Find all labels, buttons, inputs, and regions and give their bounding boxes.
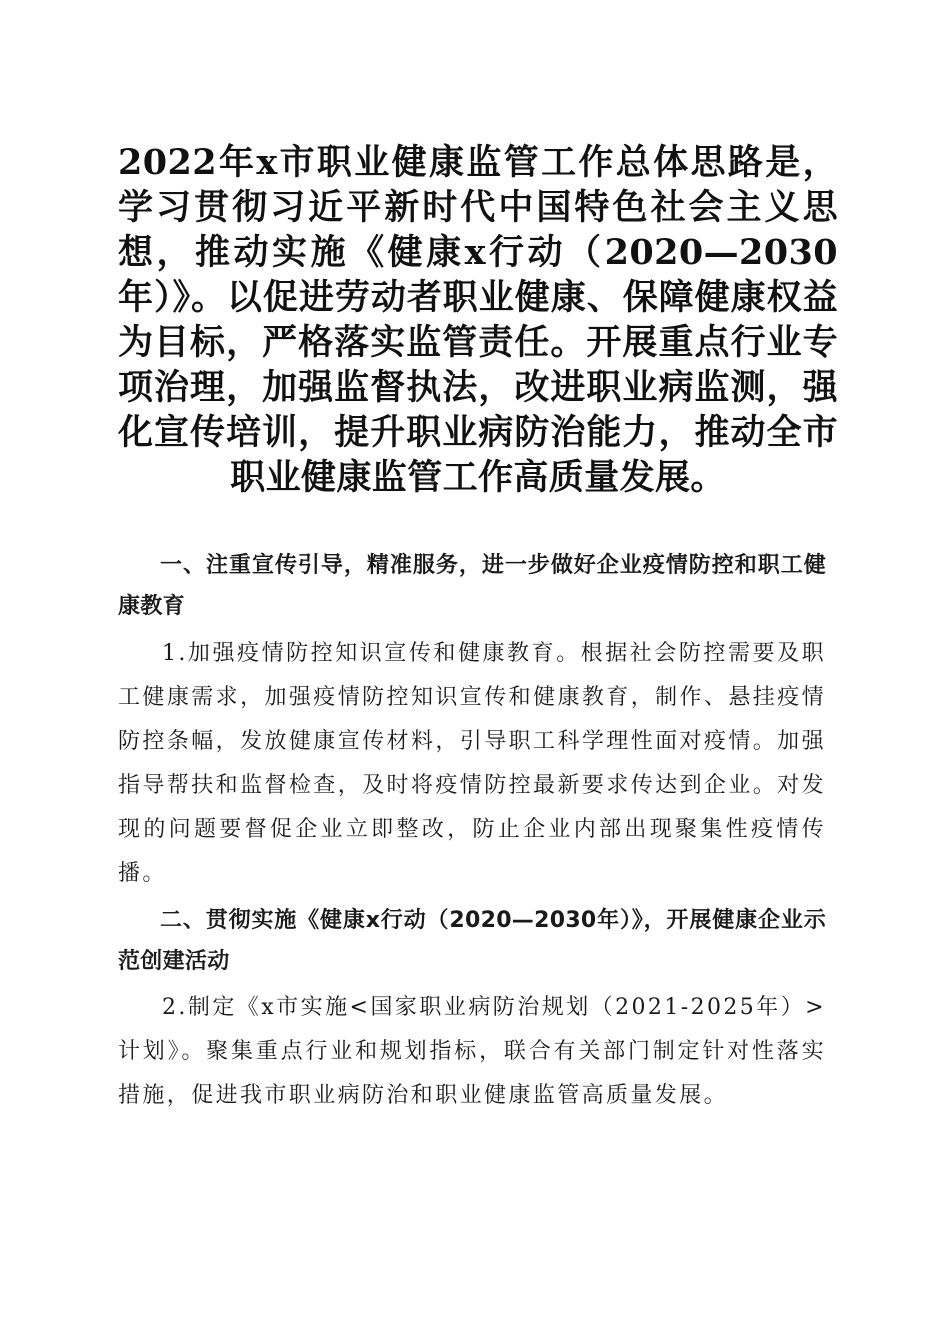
section-heading-1: 一、注重宣传引导，精准服务，进一步做好企业疫情防控和职工健康教育 — [118, 553, 826, 619]
section-paragraph-2: 2.制定《x市实施<国家职业病防治规划（2021-2025年）>计划》。聚集重点行业和规划指标，联合有关部门制定针对性落实措施，促进我市职业病防治和职业健康监管高质量发展。 — [118, 995, 826, 1108]
document-title: 2022年x市职业健康监管工作总体思路是，学习贯彻习近平新时代中国特色社会主义思想，推动实施《健康x行动（2020—2030年）》。以促进劳动者职业健康、保障健康权益为目标，严格落实监管责任。开展重点行业专项治理，加强监督执法，改进职业病监测，强化宣传培训，提升职业病防治能力，推动全市职业健康监管工作高质量发展。 — [118, 142, 838, 498]
section-heading-2: 二、贯彻实施《健康x行动（2020—2030年）》，开展健康企业示范创建活动 — [118, 908, 826, 974]
section-paragraph-1: 1.加强疫情防控知识宣传和健康教育。根据社会防控需要及职工健康需求，加强疫情防控知识宣传和健康教育，制作、悬挂疫情防控条幅，发放健康宣传材料，引导职工科学理性面对疫情。加强指导帮扶和监督检查，及时将疫情防控最新要求传达到企业。对发现的问题要督促企业立即整改，防止企业内部出现聚集性疫情传播。 — [118, 641, 826, 886]
